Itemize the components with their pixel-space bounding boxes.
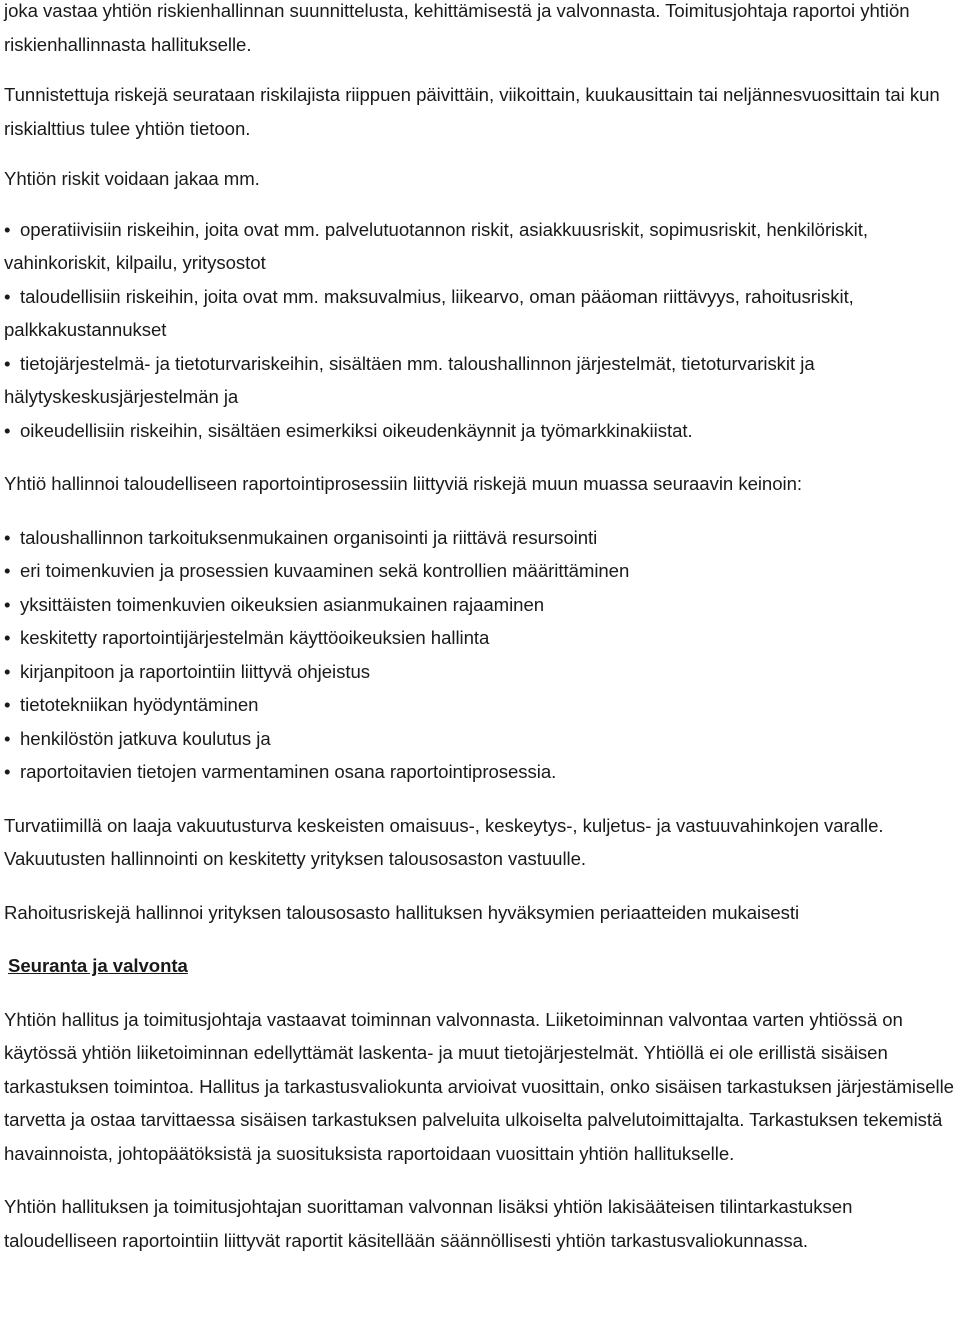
list-item: • oikeudellisiin riskeihin, sisältäen esimerkiksi oikeudenkäynnit ja työmarkkinakiistat. xyxy=(4,414,956,448)
intro-paragraph-1: joka vastaa yhtiön riskienhallinnan suunnittelusta, kehittämisestä ja valvonnasta. Toimitusjohtaja raportoi yhtiön riskienhallinnasta hallitukselle. xyxy=(4,0,910,55)
list-item: • raportoitavien tietojen varmentaminen osana raportointiprosessia. xyxy=(4,755,956,789)
list-item: • taloushallinnon tarkoituksenmukainen organisointi ja riittävä resursointi xyxy=(4,521,956,555)
list-item: • yksittäisten toimenkuvien oikeuksien asianmukainen rajaaminen xyxy=(4,588,956,622)
bullet-icon: • xyxy=(4,352,11,374)
bullet-icon: • xyxy=(4,593,11,615)
list-item: • tietotekniikan hyödyntäminen xyxy=(4,688,956,722)
list-item: • henkilöstön jatkuva koulutus ja xyxy=(4,722,956,756)
bullet-icon: • xyxy=(4,694,11,715)
document-page xyxy=(4,0,956,1257)
list-item: • taloudellisiin riskeihin, joita ovat mm. maksuvalmius, liikearvo, oman pääoman riittävyys, rahoitusriskit, palkkakustannukset xyxy=(4,280,956,347)
list-item: • eri toimenkuvien ja prosessien kuvaaminen sekä kontrollien määrittäminen xyxy=(4,554,956,588)
bullet-icon: • xyxy=(4,560,11,581)
bullet-icon: • xyxy=(4,627,11,648)
bullet-icon: • xyxy=(4,285,11,307)
list-item: • keskitetty raportointijärjestelmän käyttöoikeuksien hallinta xyxy=(4,621,956,655)
monitoring-paragraph-1: Yhtiön hallitus ja toimitusjohtaja vastaavat toiminnan valvonnasta. Liiketoiminnan valvontaa varten yhtiössä on käytössä yhtiön liiketoiminnan edellyttämät laskenta- ja muut tietojärjestelmät. Yhtiöllä ei ole erillistä sisäisen tarkastuksen toimintoa. Hallitus ja tarkastusvaliokunta arvioivat vuosittain, onko sisäisen tarkastuksen järjestämiselle tarvetta ja ostaa tarvittaessa sisäisen tarkastuksen palveluita ulkoiselta palvelutoimittajalta. Tarkastuksen tekemistä havainnoista, johtopäätöksistä ja suosituksista raportoidaan vuosittain yhtiön hallitukselle. xyxy=(4,1008,954,1164)
monitoring-paragraph-2: Yhtiön hallituksen ja toimitusjohtajan suorittaman valvonnan lisäksi yhtiön lakisääteisen tilintarkastuksen taloudelliseen raportointiin liittyvät raportit käsitellään säännöllisesti yhtiön tarkastusvaliokunnassa. xyxy=(4,1196,853,1251)
bullet-icon: • xyxy=(4,419,11,441)
reporting-measure-list xyxy=(4,521,956,789)
risk-category-list xyxy=(4,213,956,448)
bullet-icon: • xyxy=(4,761,11,782)
list-item: • kirjanpitoon ja raportointiin liittyvä ohjeistus xyxy=(4,655,956,689)
intro-paragraph-3: Yhtiön riskit voidaan jakaa mm. xyxy=(4,168,260,189)
bullet-icon: • xyxy=(4,660,11,682)
intro-paragraph-2: Tunnistettuja riskejä seurataan riskilajista riippuen päivittäin, viikoittain, kuukausittain tai neljännesvuosittain tai kun riskialttius tulee yhtiön tietoon. xyxy=(4,84,940,139)
bullet-icon: • xyxy=(4,526,11,548)
bullet-icon: • xyxy=(4,218,11,240)
insurance-paragraph: Turvatiimillä on laaja vakuutusturva keskeisten omaisuus-, keskeytys-, kuljetus- ja vastuuvahinkojen varalle. Vakuutusten hallinnointi on keskitetty yrityksen talousosaston vastuulle. xyxy=(4,814,884,869)
financing-paragraph: Rahoitusriskejä hallinnoi yrityksen talousosasto hallituksen hyväksymien periaatteiden mukaisesti xyxy=(4,901,800,923)
reporting-intro: Yhtiö hallinnoi taloudelliseen raportointiprosessiin liittyviä riskejä muun muassa seuraavin keinoin: xyxy=(4,473,803,494)
section-heading: Seuranta ja valvonta xyxy=(8,955,188,976)
list-item: • tietojärjestelmä- ja tietoturvariskeihin, sisältäen mm. taloushallinnon järjestelmät, tietoturvariskit ja hälytyskeskusjärjestelmän ja xyxy=(4,347,956,414)
bullet-icon: • xyxy=(4,727,11,749)
list-item: • operatiivisiin riskeihin, joita ovat mm. palvelutuotannon riskit, asiakkuusriskit, sopimusriskit, henkilöriskit, vahinkoriskit, kilpailu, yritysostot xyxy=(4,213,956,280)
